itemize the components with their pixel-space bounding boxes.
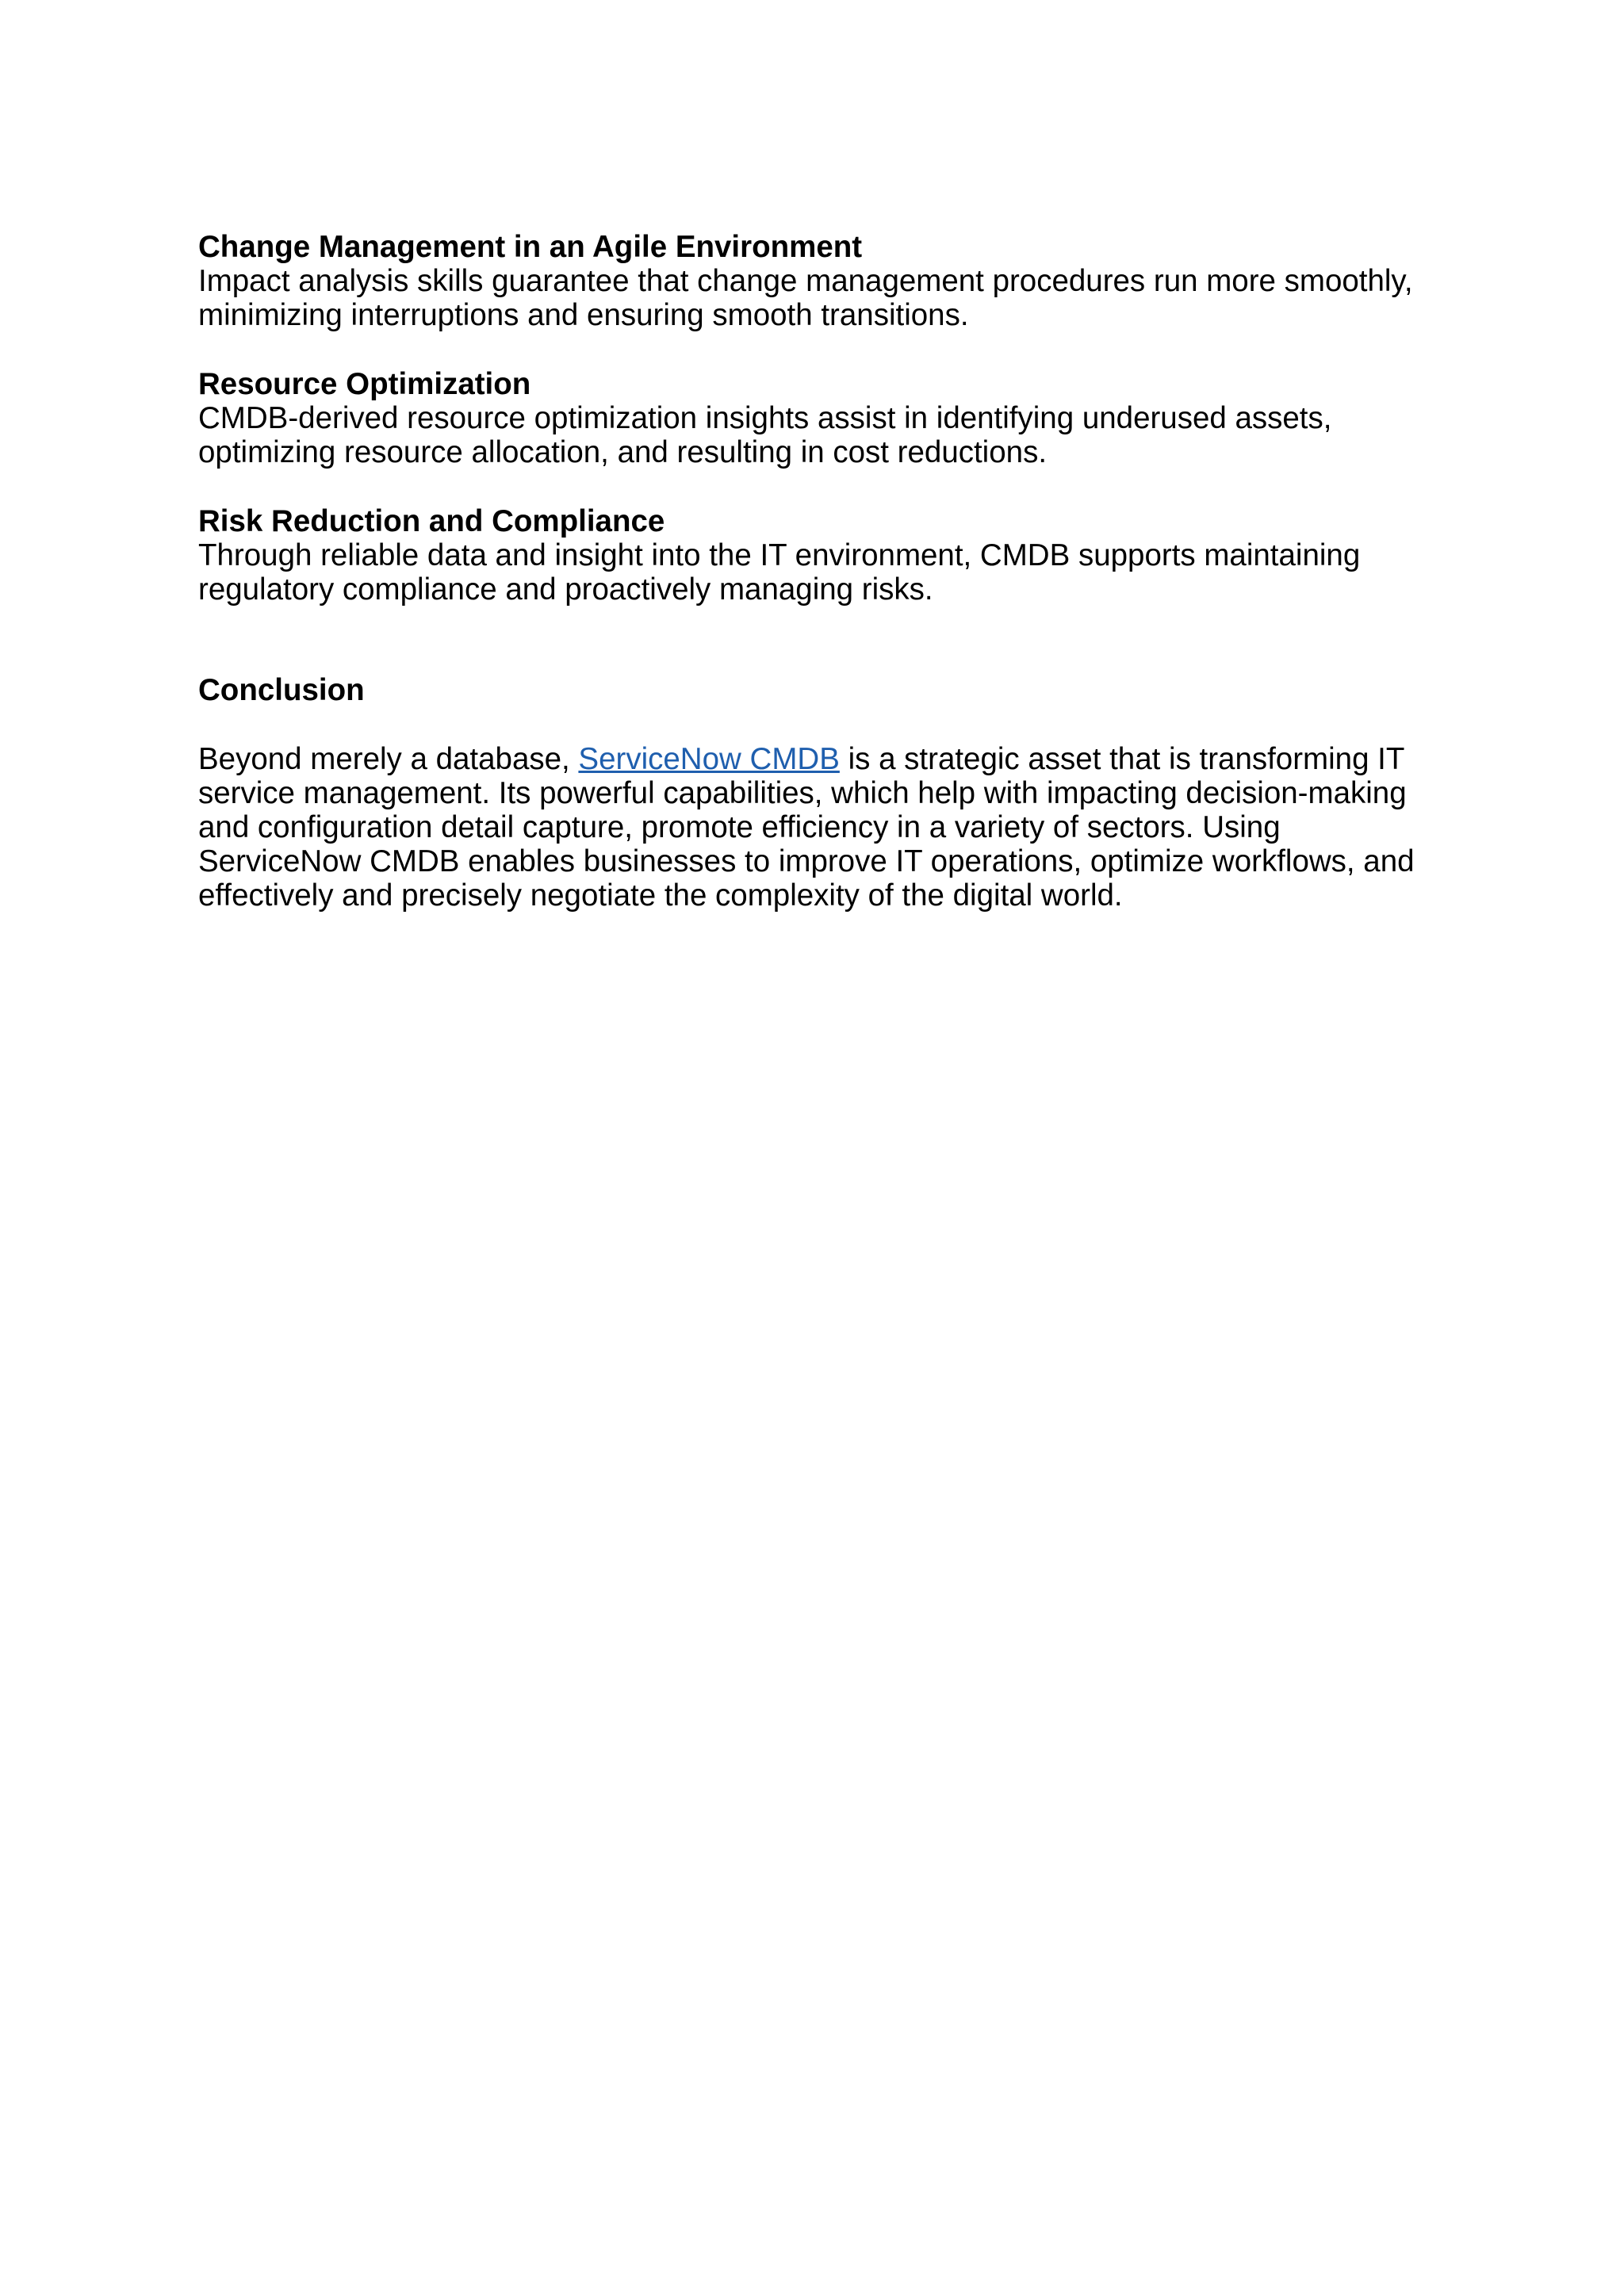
body-text: is a strategic asset that is transforming IT [839,742,1405,776]
section-body [198,401,1427,469]
conclusion-body [198,742,1427,913]
document-content [198,230,1427,913]
section-heading: Resource Optimization [198,367,531,401]
section-change-management [198,230,1427,332]
body-line: optimizing resource allocation, and resulting in cost reductions. [198,435,1048,469]
body-line: Impact analysis skills guarantee that change management procedures run more smoothly, [198,264,1413,298]
section-body [198,538,1427,607]
body-line: minimizing interruptions and ensuring smooth transitions. [198,298,969,332]
body-line: CMDB-derived resource optimization insights assist in identifying underused assets, [198,401,1332,435]
body-line: ServiceNow CMDB enables businesses to improve IT operations, optimize workflows, and [198,844,1415,878]
section-conclusion [198,673,1427,913]
conclusion-heading: Conclusion [198,673,365,707]
body-line: regulatory compliance and proactively managing risks. [198,572,933,607]
servicenow-cmdb-link[interactable]: ServiceNow CMDB [578,742,840,776]
body-line: effectively and precisely negotiate the complexity of the digital world. [198,878,1123,913]
body-line: Through reliable data and insight into the IT environment, CMDB supports maintaining [198,538,1361,572]
body-line: and configuration detail capture, promote efficiency in a variety of sectors. Using [198,810,1281,844]
section-risk-reduction [198,504,1427,607]
section-heading: Risk Reduction and Compliance [198,504,665,538]
body-text: Beyond merely a database, [198,742,579,776]
section-resource-optimization [198,367,1427,469]
body-line: service management. Its powerful capabilities, which help with impacting decision-making [198,776,1407,810]
section-body [198,264,1427,332]
section-heading: Change Management in an Agile Environment [198,230,863,264]
